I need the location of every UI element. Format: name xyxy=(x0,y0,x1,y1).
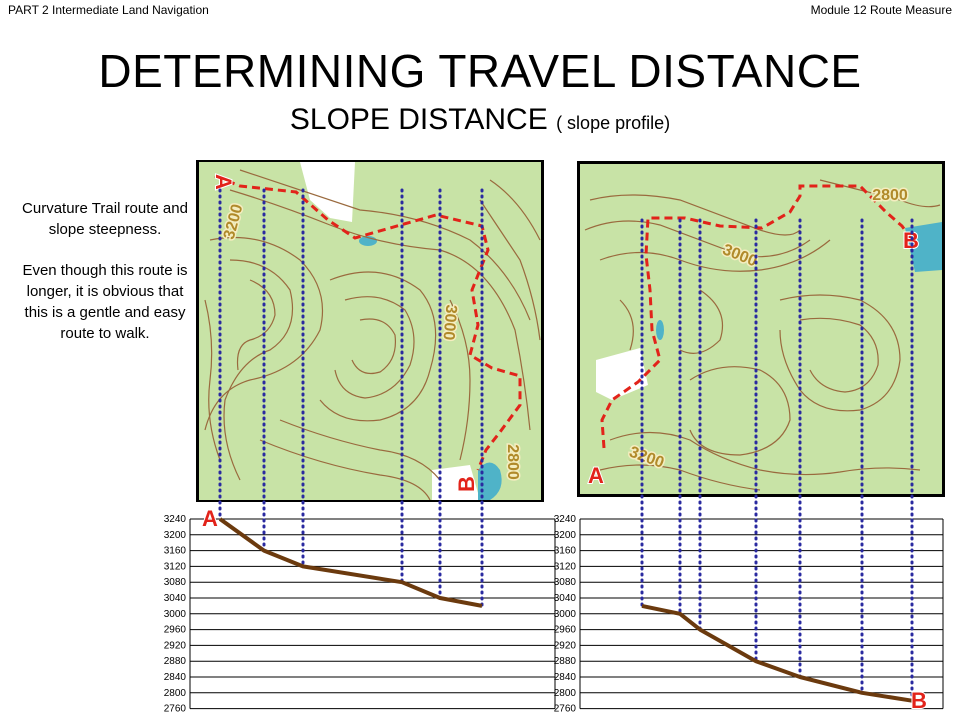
caption-paragraph-1: Curvature Trail route and slope steepness. xyxy=(22,200,188,238)
elevation-label: 2960 xyxy=(163,624,186,636)
elevation-label: 2880 xyxy=(163,656,186,668)
caption-paragraph-2: Even though this route is longer, it is obvious that this is a gentle and easy route to walk. xyxy=(22,262,188,342)
right-map-start-label: A xyxy=(588,463,604,488)
left-profile-line xyxy=(220,519,482,606)
right-contour-label-2: 3000 xyxy=(720,241,760,271)
left-map-end-label: B xyxy=(454,476,479,492)
right-contour-label-1: 2800 xyxy=(872,187,908,204)
header-left: PART 2 Intermediate Land Navigation xyxy=(8,3,209,17)
left-profile-grid xyxy=(190,519,555,709)
left-map-start-label: A xyxy=(211,174,236,190)
right-profile-elevation-labels xyxy=(554,514,577,715)
elevation-label: 3240 xyxy=(553,514,576,525)
elevation-label: 2800 xyxy=(553,687,576,699)
elevation-label: 2920 xyxy=(163,640,186,652)
right-profile-grid xyxy=(580,519,943,709)
elevation-label: 2920 xyxy=(553,640,576,652)
left-profile xyxy=(164,514,555,715)
right-map-small-pond xyxy=(656,320,664,340)
elevation-label: 3000 xyxy=(553,608,576,620)
left-contour-label-3: 2800 xyxy=(504,444,521,480)
elevation-label: 2960 xyxy=(553,624,576,636)
elevation-label: 3120 xyxy=(553,561,576,573)
right-topo-map xyxy=(577,161,945,497)
elevation-label: 2760 xyxy=(163,703,186,715)
elevation-label: 2880 xyxy=(553,656,576,668)
elevation-label: 3200 xyxy=(163,529,186,541)
elevation-label: 2840 xyxy=(163,672,186,683)
elevation-label: 3000 xyxy=(163,608,186,620)
left-contour-label-2: 3000 xyxy=(439,303,460,341)
elevation-label: 2840 xyxy=(553,672,576,683)
header-right: Module 12 Route Measure xyxy=(810,3,952,17)
right-map-end-label: B xyxy=(903,228,919,253)
subtitle-main: SLOPE DISTANCE xyxy=(289,103,548,136)
elevation-label: 3040 xyxy=(553,593,576,604)
elevation-label: 3040 xyxy=(163,593,186,604)
elevation-label: 3240 xyxy=(163,514,186,525)
right-profile xyxy=(554,514,943,715)
right-profile-line xyxy=(642,606,912,701)
elevation-label: 3120 xyxy=(163,561,186,573)
elevation-label: 3160 xyxy=(163,545,186,557)
right-contour-label-3: 3200 xyxy=(626,443,667,472)
subtitle-note: ( slope profile) xyxy=(556,113,671,133)
elevation-label: 3080 xyxy=(163,577,186,589)
left-contour-label-1: 3200 xyxy=(220,202,247,242)
left-topo-map xyxy=(196,160,544,502)
elevation-label: 3080 xyxy=(553,577,576,589)
elevation-label: 3160 xyxy=(553,545,576,557)
left-profile-elevation-labels xyxy=(164,514,187,715)
elevation-label: 2800 xyxy=(163,687,186,699)
page-title: DETERMINING TRAVEL DISTANCE xyxy=(98,45,862,97)
left-map-terrain xyxy=(199,162,541,500)
right-profile-end-label: B xyxy=(911,688,927,713)
elevation-label: 2760 xyxy=(553,703,576,715)
left-profile-start-label: A xyxy=(202,506,218,531)
elevation-label: 3200 xyxy=(553,529,576,541)
